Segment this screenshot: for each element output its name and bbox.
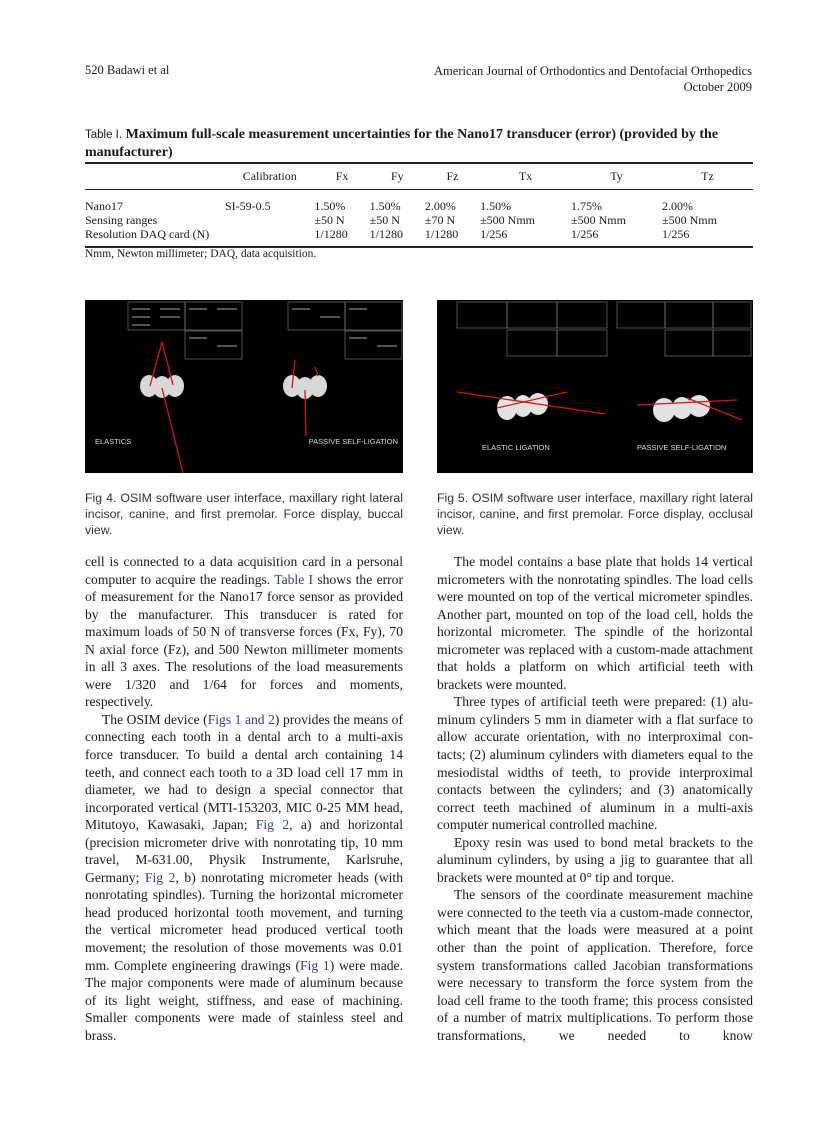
table-cell [225, 213, 314, 227]
running-head-right [434, 63, 752, 95]
uncertainty-table [85, 162, 753, 248]
text-run: Three types of artificial teeth were prepared: (1) aluminum cylinders 5 mm in diameter with a flat surface to allow accurate orientation, with no interproximal contacts; (2) aluminum cylinders with diameters equal to the mesiodistal widths of teeth, to provide interproximal contacts between the cylinders; and (3) anatomically correct teeth machined of aluminum in a multi-axis computer numerical controlled machine. [437, 694, 753, 833]
text-run: The OSIM device ( [102, 711, 208, 727]
paragraph [437, 553, 753, 693]
table-header-row [85, 163, 753, 190]
table-cell [225, 227, 314, 247]
table-cell: ±500 Nmm [480, 213, 535, 227]
paragraph [437, 693, 753, 833]
figure-4-caption: Fig 4. OSIM software user interface, maxillary right lateral incisor, canine, and first premolar. Force display, buccal view. [85, 491, 403, 537]
table-cell: 1/1280 [425, 227, 480, 247]
paragraph [85, 711, 403, 1044]
table-cell: 1/256 [480, 227, 571, 247]
text-run: Epoxy resin was used to bond metal brackets to the aluminum cylinders, by using a jig to guarantee that all brackets were mounted at 0° tip and torque. [437, 834, 753, 885]
table-cell: 2.00% [661, 199, 693, 213]
table-cell: ±50 N [369, 213, 400, 227]
cross-reference-link[interactable]: Table I [274, 571, 314, 587]
figure-5-image [437, 300, 753, 473]
table-cell: 1.50% [314, 199, 346, 213]
table-cell: Sensing ranges [85, 213, 158, 227]
table-caption [85, 126, 753, 162]
paragraph [437, 834, 753, 887]
table-cell: 1.50% [369, 199, 401, 213]
issue-date: October 2009 [683, 80, 752, 94]
paragraph [437, 886, 753, 1044]
table-cell: 2.00% [424, 199, 456, 213]
table-cell: Resolution DAQ card (N) [85, 227, 225, 247]
text-run: The model contains a base plate that holds 14 vertical micrometers with the nonrotating spindles. The load cells were mounted on top of the vertical micrometer spindles. Another part, mounted on top of the load cell, holds the horizontal micrometer. The spindle of the horizontal micrometer was replaced with a custom-made attachment that holds a platform on which artificial teeth with brackets were mounted. [437, 554, 753, 692]
figure-5-caption: Fig 5. OSIM software user interface, maxillary right lateral incisor, canine, and first premolar. Force display, occlusal view. [437, 491, 753, 537]
cross-reference-link[interactable]: Figs 1 and 2 [207, 711, 275, 727]
table-cell: ±500 Nmm [661, 213, 717, 227]
column-header: Tz [662, 163, 753, 190]
column-header: Calibration [225, 163, 314, 190]
table-footnote: Nmm, Newton millimeter; DAQ, data acquisition. [85, 248, 317, 260]
table-label: Table I. [85, 129, 123, 141]
column-header: Fy [370, 163, 425, 190]
table-row [85, 213, 753, 227]
table-cell: ±70 N [424, 213, 456, 227]
table-cell: Nano17 [85, 199, 123, 213]
table-cell: 1.50% [480, 199, 512, 213]
fig4-label-elastics: ELASTICS [95, 437, 132, 446]
column-header [85, 163, 225, 190]
column-header: Ty [571, 163, 662, 190]
table-cell: 1/256 [662, 227, 753, 247]
body-column-right [437, 553, 753, 1044]
table-cell: ±50 N [314, 213, 345, 227]
figure-4-image [85, 300, 403, 473]
text-run: ) provides the means of connecting each tooth in a dental arch to a multi-axis force transducer. To build a dental arch containing 14 teeth, and connect each tooth to a 3D load cell 17 mm in diameter, we had to design a special connector that incorporated vertical (MTI-153203, MIC 0-25 MM head, Mitutoyo, Kawasaki, Japan; [85, 711, 403, 833]
table-cell: 1.75% [571, 199, 603, 213]
table-row [85, 227, 753, 247]
table-row [85, 190, 753, 214]
text-run: ) were made. The major components were made of aluminum because of its light weight, stiffness, and ease of machining. Smaller components were made of stainless steel and brass. [85, 957, 403, 1043]
fig5-label-passive: PASSIVE SELF-LIGATION [637, 443, 727, 452]
text-run: cell is connected to a data acquisition card in a personal computer to acquire the readings. [85, 554, 403, 587]
body-column-left [85, 553, 403, 1044]
table-title: Maximum full-scale measurement uncertainties for the Nano17 transducer (error) (provided by the manufacturer) [85, 127, 719, 160]
table-cell: SI-59-0.5 [225, 199, 271, 213]
text-run: The sensors of the coordinate measurement machine were connected to the teeth via a custom-made connector, which meant that the loads were measured at a point other than the point of application. Therefore, force system transformations called Jacobian transformations were necessary to transform the force system from the load cell frame to the tooth frame; this process consisted of a number of matrix multiplications. To perform those transformations, we needed to know [437, 887, 753, 1043]
table-cell: ±500 Nmm [571, 213, 626, 227]
cross-reference-link[interactable]: Fig 2 [144, 869, 176, 885]
running-head-left: 520 Badawi et al [85, 63, 170, 77]
cross-reference-link[interactable]: Fig 1 [299, 957, 330, 973]
cross-reference-link[interactable]: Fig 2 [255, 817, 290, 833]
table-cell: 1/1280 [370, 227, 425, 247]
column-header: Tx [480, 163, 571, 190]
table-cell: 1/256 [571, 227, 662, 247]
journal-title: American Journal of Orthodontics and Dentofacial Orthopedics [434, 64, 752, 78]
fig4-label-passive: PASSIVE SELF-LIGATION [308, 437, 398, 446]
column-header: Fx [314, 163, 369, 190]
fig5-label-elastic-ligation: ELASTIC LIGATION [482, 443, 550, 452]
paragraph [85, 553, 403, 711]
text-run: , a) and horizontal (precision micrometer drive with nonrotating tip, 10 mm travel, M-631.00, Physik Instrumente, Karlsruhe, Germany; [85, 817, 403, 885]
text-run: , b) nonrotating micrometer heads (with nonrotating spindles). Turning the horizontal micrometer head produced horizontal tooth movement, and turning the vertical micrometer head produced vertical tooth movement; the resolution of those movements was 0.01 mm. Complete engineering drawings ( [85, 869, 403, 973]
table-cell: 1/1280 [314, 227, 369, 247]
text-run: shows the error of measurement for the Nano17 force sensor as provided by the manufacturer. This transducer is rated for maximum loads of 50 N of transverse forces (Fx, Fy), 70 N axial force (Fz), and 500 Newton millimeter moments in all 3 axes. The resolutions of the load measurements were 1/320 and 1/64 for forces and moments, respectively. [85, 571, 403, 710]
column-header: Fz [425, 163, 480, 190]
